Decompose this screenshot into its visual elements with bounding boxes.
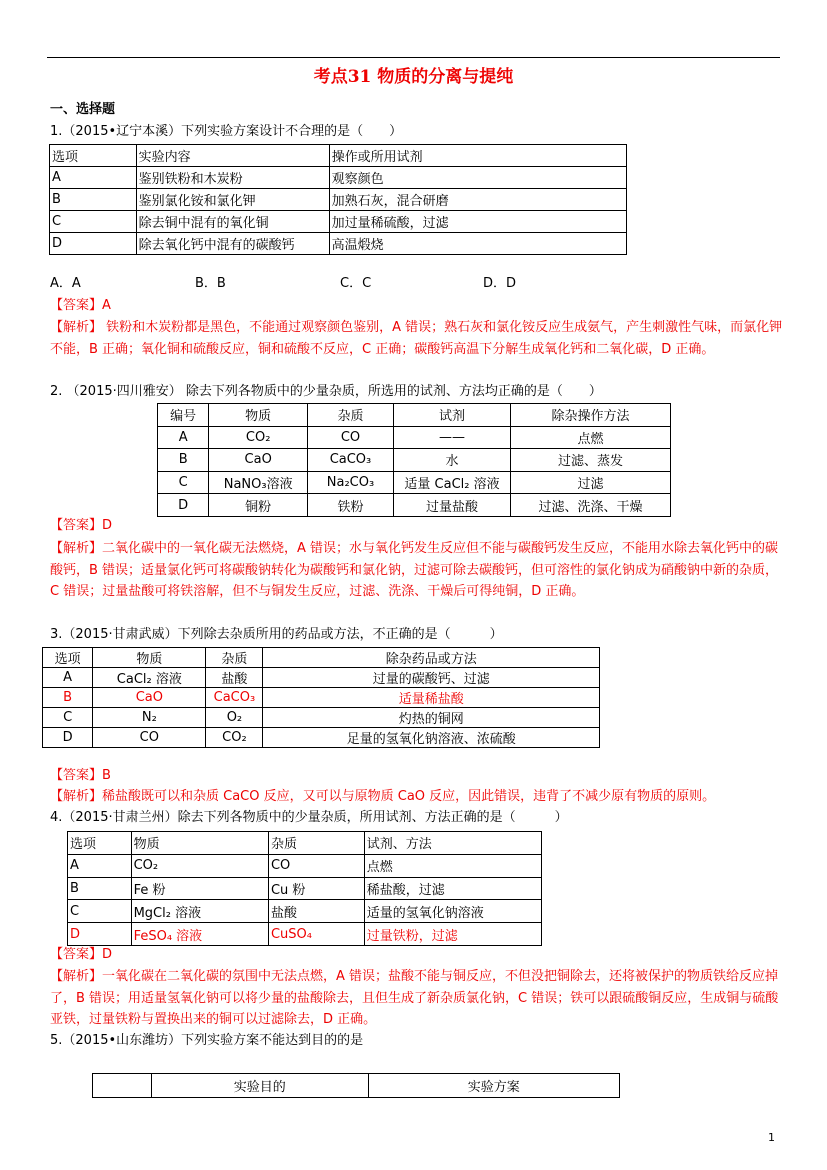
page-number: 1	[768, 1131, 775, 1144]
table-cell: A	[68, 854, 132, 877]
q4-answer: 【答案】D	[50, 947, 113, 962]
q3-table	[42, 647, 600, 748]
table-row	[158, 426, 671, 449]
table-header-cell: 编号	[158, 404, 209, 427]
table-header-cell: 杂质	[268, 832, 364, 855]
q4-table	[67, 831, 542, 946]
table-cell: 过滤、蒸发	[511, 449, 671, 472]
table-cell: C	[43, 708, 93, 728]
table-cell: FeSO₄ 溶液	[131, 923, 268, 946]
table-cell: 观察颜色	[329, 167, 626, 189]
table-cell: C	[68, 900, 132, 923]
table-header-row	[50, 145, 627, 167]
table-cell: N₂	[93, 708, 206, 728]
q1-option-b: B．B	[195, 276, 226, 291]
table-cell: 足量的氢氧化钠溶液、浓硫酸	[263, 728, 600, 748]
table-header-cell: 实验内容	[136, 145, 329, 167]
q3-analysis: 【解析】稀盐酸既可以和杂质 CaCO 反应，又可以与原物质 CaO 反应，因此错误，违背了不减少原有物质的原则。	[50, 789, 716, 804]
table-header-cell: 选项	[43, 648, 93, 668]
table-cell: 鉴别铁粉和木炭粉	[136, 167, 329, 189]
q2-answer: 【答案】D	[50, 518, 113, 533]
table-cell: 加过量稀硫酸，过滤	[329, 211, 626, 233]
table-row	[50, 211, 627, 233]
table-row	[68, 923, 542, 946]
table-cell: 水	[394, 449, 511, 472]
table-cell: 铜粉	[209, 494, 308, 517]
q1-option-d: D．D	[483, 276, 517, 291]
q5-stem: 5.（2015•山东潍坊）下列实验方案不能达到目的的是	[50, 1033, 364, 1048]
table-cell: C	[50, 211, 137, 233]
table-header-cell: 选项	[68, 832, 132, 855]
table-cell: 点燃	[511, 426, 671, 449]
table-cell: CO₂	[209, 426, 308, 449]
page-title: 考点31 物质的分离与提纯	[313, 67, 514, 87]
table-header-cell: 操作或所用试剂	[329, 145, 626, 167]
table-cell: NaNO₃溶液	[209, 471, 308, 494]
table-cell: B	[50, 189, 137, 211]
table-cell: 过量铁粉，过滤	[364, 923, 541, 946]
table-cell: CO₂	[131, 854, 268, 877]
table-cell: B	[43, 688, 93, 708]
table-cell: 盐酸	[206, 668, 263, 688]
q2-stem: 2. （2015·四川雅安） 除去下列各物质中的少量杂质，所选用的试剂、方法均正确的是（ ）	[50, 384, 602, 399]
table-row	[50, 233, 627, 255]
q1-answer: 【答案】A	[50, 298, 111, 313]
table-header-row	[68, 832, 542, 855]
table-cell: D	[50, 233, 137, 255]
table-header-cell: 物质	[93, 648, 206, 668]
table-cell: A	[43, 668, 93, 688]
table-row	[68, 877, 542, 900]
q1-stem: 1.（2015•辽宁本溪）下列实验方案设计不合理的是（ ）	[50, 124, 403, 139]
table-cell: 加熟石灰，混合研磨	[329, 189, 626, 211]
table-cell: Na₂CO₃	[307, 471, 393, 494]
table-header-cell: 物质	[209, 404, 308, 427]
table-cell: 适量的氢氧化钠溶液	[364, 900, 541, 923]
table-cell: 过量的碳酸钙、过滤	[263, 668, 600, 688]
table-cell: 适量稀盐酸	[263, 688, 600, 708]
table-cell: 点燃	[364, 854, 541, 877]
table-header-cell: 物质	[131, 832, 268, 855]
q2-analysis: 【解析】二氧化碳中的一氧化碳无法燃烧，A 错误；水与氧化钙发生反应但不能与碳酸钙发生反应，不能用水除去氧化钙中的碳酸钙，B 错误；适量氯化钙可将碳酸钠转化为碳酸钙和氯化钠，过滤可除去碳酸钙，但可溶性的氯化钠成为硝酸钠中新的杂质，C 错误；过量盐酸可将铁溶解，但不与铜发生反应，过滤、洗涤、干燥后可得纯铜，D 正确。	[50, 541, 779, 599]
table-header-cell: 除杂操作方法	[511, 404, 671, 427]
table-cell: 灼热的铜网	[263, 708, 600, 728]
table-row	[43, 668, 600, 688]
table-cell: CaO	[93, 688, 206, 708]
table-row	[43, 708, 600, 728]
table-row	[43, 728, 600, 748]
table-cell: D	[158, 494, 209, 517]
table-cell: 盐酸	[268, 900, 364, 923]
table-cell: D	[68, 923, 132, 946]
table-cell: A	[50, 167, 137, 189]
table-cell: 过滤	[511, 471, 671, 494]
table-cell: CaCO₃	[206, 688, 263, 708]
table-header-cell: 选项	[50, 145, 137, 167]
table-cell: CaCO₃	[307, 449, 393, 472]
table-cell: 铁粉	[307, 494, 393, 517]
q1-analysis: 【解析】 铁粉和木炭粉都是黑色，不能通过观察颜色鉴别，A 错误；熟石灰和氯化铵反应生成氨气，产生刺激性气味，而氯化钾不能，B 正确；氧化铜和硫酸反应，铜和硫酸不反应，C 正确；碳酸钙高温下分解生成氧化钙和二氧化碳，D 正确。	[50, 320, 783, 357]
table-cell: 适量 CaCl₂ 溶液	[394, 471, 511, 494]
table-header-cell: 实验目的	[151, 1074, 368, 1098]
q1-option-a: A．A	[50, 276, 81, 291]
table-row	[158, 471, 671, 494]
table-header-cell: 除杂药品或方法	[263, 648, 600, 668]
q2-table	[157, 403, 671, 517]
table-cell: 除去氧化钙中混有的碳酸钙	[136, 233, 329, 255]
table-header-row	[43, 648, 600, 668]
table-row	[50, 189, 627, 211]
table-header-cell: 试剂	[394, 404, 511, 427]
table-header-row	[93, 1074, 620, 1098]
table-cell: CuSO₄	[268, 923, 364, 946]
q3-stem: 3.（2015·甘肃武威）下列除去杂质所用的药品或方法，不正确的是（ ）	[50, 627, 503, 642]
table-cell: 高温煅烧	[329, 233, 626, 255]
q4-stem: 4.（2015·甘肃兰州）除去下列各物质中的少量杂质，所用试剂、方法正确的是（ ）	[50, 810, 568, 825]
table-row	[158, 449, 671, 472]
q1-option-c: C．C	[340, 276, 372, 291]
table-header-row	[158, 404, 671, 427]
section-heading: 一、选择题	[50, 102, 116, 117]
table-cell: MgCl₂ 溶液	[131, 900, 268, 923]
table-cell: CO	[93, 728, 206, 748]
table-header-cell: 实验方案	[368, 1074, 619, 1098]
table-cell: CO	[307, 426, 393, 449]
q3-answer: 【答案】B	[50, 768, 111, 783]
table-header-cell: 杂质	[307, 404, 393, 427]
table-cell: Fe 粉	[131, 877, 268, 900]
table-cell: 过量盐酸	[394, 494, 511, 517]
table-cell: C	[158, 471, 209, 494]
table-cell: Cu 粉	[268, 877, 364, 900]
table-header-cell	[93, 1074, 152, 1098]
table-cell: A	[158, 426, 209, 449]
table-header-cell: 杂质	[206, 648, 263, 668]
q4-analysis: 【解析】一氧化碳在二氧化碳的氛围中无法点燃，A 错误；盐酸不能与铜反应，不但没把铜除去，还将被保护的物质铁给反应掉了，B 错误；用适量氢氧化钠可以将少量的盐酸除去，且但生成了新杂质氯化钠，C 错误；铁可以跟硫酸铜反应，生成铜与硫酸亚铁，过量铁粉与置换出来的铜可以过滤除去，D 正确。	[50, 969, 779, 1027]
table-cell: CaCl₂ 溶液	[93, 668, 206, 688]
table-cell: ——	[394, 426, 511, 449]
table-cell: D	[43, 728, 93, 748]
table-cell: 稀盐酸，过滤	[364, 877, 541, 900]
table-cell: O₂	[206, 708, 263, 728]
table-cell: 过滤、洗涤、干燥	[511, 494, 671, 517]
table-cell: CO	[268, 854, 364, 877]
table-header-cell: 试剂、方法	[364, 832, 541, 855]
table-cell: 除去铜中混有的氧化铜	[136, 211, 329, 233]
table-row	[43, 688, 600, 708]
q1-table	[49, 144, 627, 255]
table-row	[50, 167, 627, 189]
table-cell: CO₂	[206, 728, 263, 748]
table-row	[68, 900, 542, 923]
table-cell: B	[158, 449, 209, 472]
table-cell: B	[68, 877, 132, 900]
q5-table	[92, 1073, 620, 1098]
header-rule	[47, 57, 780, 58]
table-cell: CaO	[209, 449, 308, 472]
table-row	[158, 494, 671, 517]
table-row	[68, 854, 542, 877]
table-cell: 鉴别氯化铵和氯化钾	[136, 189, 329, 211]
